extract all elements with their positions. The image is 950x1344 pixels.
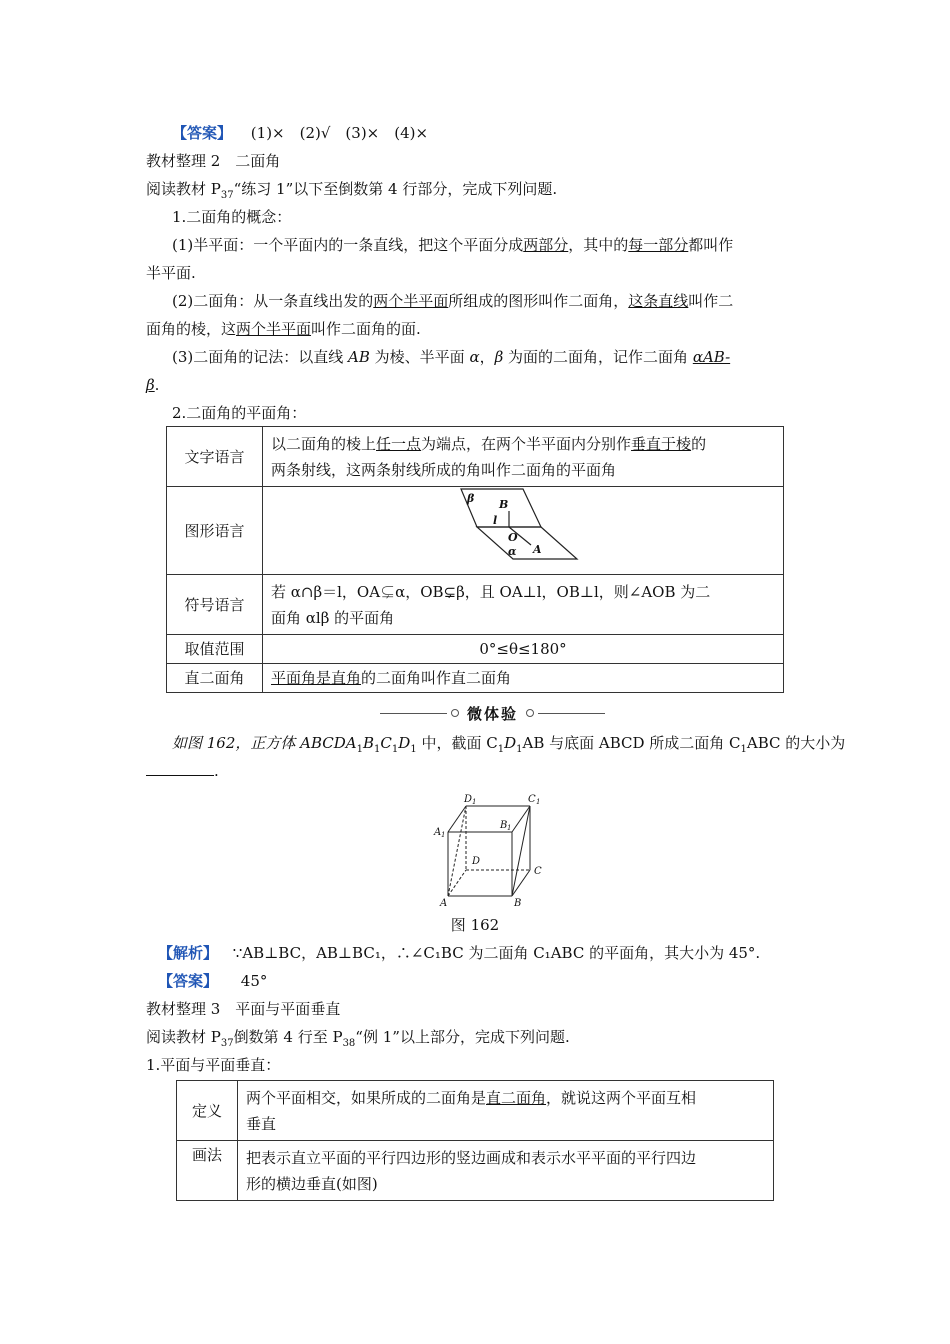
svg-text:A: A <box>434 827 442 838</box>
row-content: 平面角是直角的二面角叫作直二面角 <box>263 664 784 693</box>
answer-line-2 <box>158 970 798 992</box>
svg-text:1: 1 <box>507 824 512 832</box>
row-label: 符号语言 <box>167 575 263 635</box>
table-row <box>177 1141 774 1201</box>
perpendicular-table <box>176 1080 774 1201</box>
plane-alpha <box>477 527 577 559</box>
analysis-text: ∵AB⊥BC，AB⊥BC₁，∴∠C₁BC 为二面角 C₁ABC 的平面角，其大小为 45°. <box>232 944 761 962</box>
section-title-3: 教材整理 3 平面与平面垂直 <box>146 1000 341 1018</box>
table-row <box>167 664 784 693</box>
exercise-question: 如图 162，正方体 $ABCDA_1B_1C_1D_1$ 中，截面 $C_1D_1AB$ 与底面 ABCD 所成二面角 $C_1ABC$ 的大小为 <box>172 734 846 755</box>
row-content: 把表示直立平面的平行四边形的竖边画成和表示水平平面的平行四边 形的横边垂直(如图) <box>238 1141 774 1201</box>
row-content: 0°≤θ≤180° <box>263 635 784 664</box>
cube-figure <box>430 790 550 908</box>
analysis-tag: 【解析】 <box>158 944 219 962</box>
row-label: 直二面角 <box>167 664 263 693</box>
label-alpha: α <box>508 545 517 558</box>
table-row <box>167 635 784 664</box>
answer-text: 45° <box>240 972 268 990</box>
svg-text:A: A <box>440 898 448 908</box>
item-perpendicular: 1.平面与平面垂直： <box>146 1056 281 1074</box>
label-b: B <box>499 498 509 511</box>
row-label: 画法 <box>177 1141 238 1201</box>
reading-instruction-2: 阅读教材 $P_{37}“$练习 1”以下至倒数第 4 行部分，完成下列问题. <box>146 180 558 201</box>
row-label: 文字语言 <box>167 427 263 487</box>
svg-text:1: 1 <box>472 798 477 806</box>
svg-text:B: B <box>514 898 522 908</box>
svg-text:B: B <box>500 820 508 831</box>
exercise-blank-line: . <box>146 760 786 782</box>
half-plane-def-cont: 半平面. <box>146 264 196 282</box>
answer-line-1 <box>172 122 812 144</box>
half-plane-def: (1)半平面：一个平面内的一条直线，把这个平面分成两部分，其中的每一部分都叫作 <box>172 236 734 254</box>
section-separator: 微体验 <box>380 702 605 724</box>
section-title-2: 教材整理 2 二面角 <box>146 152 281 170</box>
answer-tag: 【答案】 <box>172 124 233 142</box>
plane-angle-table <box>166 426 784 693</box>
analysis-line <box>158 942 798 964</box>
label-o: O <box>508 531 518 544</box>
svg-text:1: 1 <box>536 798 541 806</box>
label-l: l <box>493 514 498 527</box>
answer-blank <box>146 761 214 776</box>
row-content: 若 α∩β＝l，OA⊊α，OB⊊β，且 OA⊥l，OB⊥l，则∠AOB 为二 面角 αlβ 的平面角 <box>263 575 784 635</box>
dihedral-figure <box>263 487 783 567</box>
row-figure <box>263 487 784 575</box>
notation-def-cont: β. <box>146 376 160 394</box>
row-content: 两个平面相交，如果所成的二面角是直二面角，就说这两个平面互相 垂直 <box>238 1081 774 1141</box>
answer-tag: 【答案】 <box>158 972 219 990</box>
reading-instruction-3: 阅读教材 $P_{37}$倒数第 4 行至 $P_{38}“$例 1”以上部分，完成下列问题. <box>146 1028 570 1049</box>
dihedral-def-cont: 面角的棱，这两个半平面叫作二面角的面. <box>146 320 421 338</box>
item-plane-angle: 2.二面角的平面角： <box>172 404 307 422</box>
row-label: 定义 <box>177 1081 238 1141</box>
table-row <box>167 427 784 487</box>
table-row <box>167 487 784 575</box>
svg-text:C: C <box>528 794 536 805</box>
svg-text:1: 1 <box>441 831 446 839</box>
row-label: 图形语言 <box>167 487 263 575</box>
dihedral-def: (2)二面角：从一条直线出发的两个半平面所组成的图形叫作二面角，这条直线叫作二 <box>172 292 734 310</box>
table-row <box>167 575 784 635</box>
label-a: A <box>533 543 542 556</box>
answer-text: (1)× (2)√ (3)× (4)× <box>250 124 429 142</box>
table-row <box>177 1081 774 1141</box>
figure-caption: 图 162 <box>450 916 500 934</box>
notation-def: (3)二面角的记法：以直线 AB 为棱、半平面 α，β 为面的二面角，记作二面角 αAB- <box>172 348 731 366</box>
svg-text:D: D <box>472 856 481 867</box>
label-beta: β <box>467 492 475 505</box>
svg-text:C: C <box>534 866 542 877</box>
item-concept: 1.二面角的概念： <box>172 208 292 226</box>
svg-text:D: D <box>464 794 473 805</box>
row-content: 以二面角的棱上任一点为端点，在两个半平面内分别作垂直于棱的 两条射线，这两条射线所成的角叫作二面角的平面角 <box>263 427 784 487</box>
row-label: 取值范围 <box>167 635 263 664</box>
